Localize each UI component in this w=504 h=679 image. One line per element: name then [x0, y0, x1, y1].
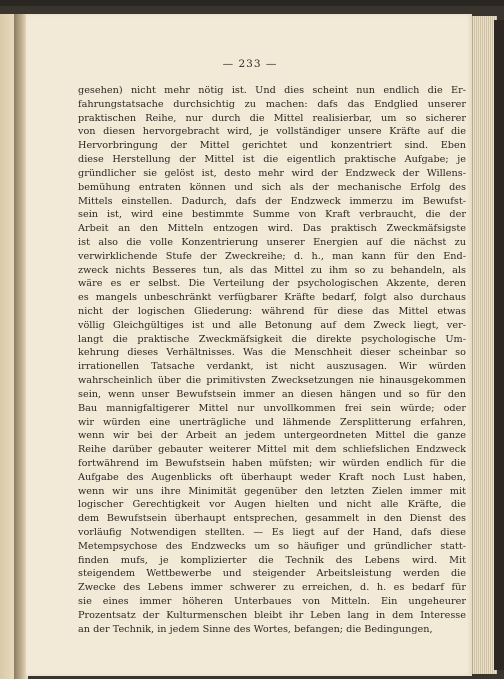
- text-line: verwirklichende Stufe der Zweckreihe; d. h., man kann für den End-: [78, 250, 466, 262]
- text-line: Arbeit an den Mitteln entzogen wird. Das praktisch Zweckmäfsigste: [78, 223, 466, 235]
- text-line: völlig Gleichgültiges ist und alle Betonung auf dem Zweck liegt, ver-: [78, 319, 466, 331]
- text-line: Prozentsatz der Kulturmenschen bleibt ihr Leben lang in dem Interesse: [78, 609, 466, 621]
- text-line: gründlicher sie gelöst ist, desto mehr wird der Endzweck der Willens-: [78, 167, 466, 179]
- text-line: langt die praktische Zweckmäfsigkeit die direkte psychologische Um-: [78, 333, 466, 345]
- text-line: sie eines immer höheren Unterbaues von Mitteln. Ein ungeheurer: [78, 596, 466, 608]
- text-line: logischer Gerechtigkeit vor Augen hielten und nicht alle Kräfte, die: [78, 499, 466, 511]
- text-line: bemühung entraten können und sich als der mechanische Erfolg des: [78, 181, 466, 193]
- text-line: finden mufs, je komplizierter die Technik des Lebens wird. Mit: [78, 554, 466, 566]
- text-line: vorläufig Notwendigen stellten. — Es liegt auf der Hand, dafs diese: [78, 527, 466, 538]
- text-line: gesehen) nicht mehr nötig ist. Und dies scheint nun endlich die Er-: [78, 85, 466, 96]
- text-line: diese Herstellung der Mittel ist die eigentlich praktische Aufgabe; je: [78, 154, 466, 166]
- page-number: — 233 —: [222, 58, 278, 70]
- text-line: es mangels unbeschränkt verfügbarer Kräfte bedarf, folgt also durchaus: [78, 292, 466, 304]
- text-line: wäre es er selbst. Die Verteilung der psychologischen Akzente, deren: [78, 278, 466, 290]
- text-line: nicht der logischen Gliederung: während für diese das Mittel etwas: [78, 306, 466, 317]
- text-line: sein ist, wird eine bestimmte Summe von Kraft verbraucht, die der: [78, 209, 466, 221]
- text-line: wenn wir uns ihre Minimität gegenüber den letzten Zielen immer mit: [78, 485, 466, 497]
- text-line: Zwecke des Lebens immer schwerer zu erreichen, d. h. es bedarf für: [78, 582, 466, 594]
- text-line: fahrungstatsache durchsichtig zu machen: dafs das Endglied unserer: [78, 98, 466, 110]
- text-line: dem Bewufstsein überhaupt entsprechen, gesammelt in den Dienst des: [78, 513, 466, 525]
- text-line: irrationellen Tatsache verdankt, ist nicht auszusagen. Wir würden: [78, 361, 466, 373]
- body-text: [78, 84, 466, 637]
- text-line: an der Technik, in jedem Sinne des Wortes, befangen; die Bedingungen,: [78, 623, 433, 635]
- text-line: Hervorbringung der Mittel gerichtet und konzentriert sind. Eben: [78, 140, 466, 152]
- text-line: kehrung dieses Verhältnisses. Was die Menschheit dieser scheinbar so: [78, 347, 466, 359]
- text-line: Bau mannigfaltigerer Mittel nur unvollkommen frei sein würde; oder: [78, 402, 466, 414]
- text-line: Metempsychose des Endzwecks um so häufiger und gründlicher statt-: [78, 540, 466, 552]
- text-line: Aufgabe des Augenblicks oft überhaupt weder Kraft noch Lust haben,: [78, 471, 466, 483]
- text-line: steigendem Wettbewerbe und steigender Arbeitsleistung werden die: [78, 568, 466, 580]
- text-line: Mittels einstellen. Dadurch, dafs der Endzweck immerzu im Bewufst-: [78, 195, 466, 207]
- text-line: wir würden eine unerträgliche und lähmende Zersplitterung erfahren,: [78, 416, 466, 428]
- book-cover-edge: [494, 20, 504, 670]
- text-line: ist also die volle Konzentrierung unserer Energien auf die nächst zu: [78, 236, 466, 248]
- text-line: Reihe darüber gebauter weiterer Mittel mit dem schliefslichen Endzweck: [78, 444, 466, 456]
- text-line: fortwährend im Bewufstsein haben müfsten; wir würden endlich für die: [78, 457, 466, 469]
- text-line: sein, wenn unser Bewufstsein immer an diesen hängen und so für den: [78, 388, 466, 400]
- text-line: praktischen Reihe, nur durch die Mittel realisierbar, um so sicherer: [78, 112, 466, 124]
- text-line: wenn wir bei der Arbeit an jedem untergeordneten Mittel die ganze: [78, 430, 466, 442]
- text-line: von diesen hervorgebracht wird, je vollständiger unsere Kräfte auf die: [78, 126, 466, 138]
- text-line: wahrscheinlich über die primitivsten Zwecksetzungen nie hinausgekommen: [78, 375, 466, 387]
- text-line: zweck nichts Besseres tun, als das Mittel zu ihm so zu behandeln, als: [78, 264, 466, 276]
